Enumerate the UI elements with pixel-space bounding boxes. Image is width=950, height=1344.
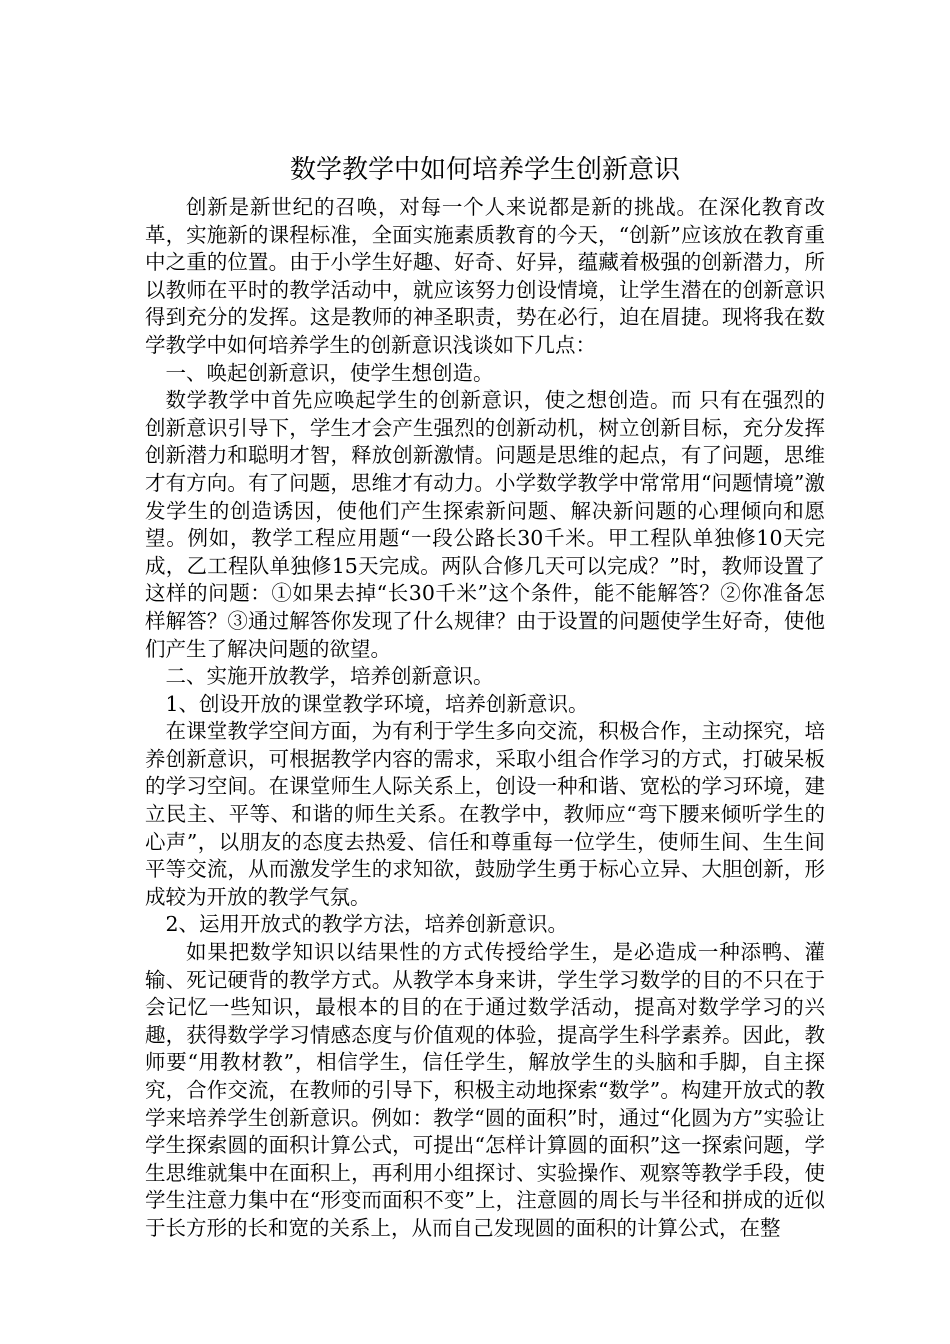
paragraph-intro: 创新是新世纪的召唤，对每一个人来说都是新的挑战。在深化教育改革，实施新的课程标准，全面实施素质教育的今天，“创新”应该放在教育重中之重的位置。由于小学生好趣、好奇、好异，蕴藏着极强的创新潜力，所以教师在平时的教学活动中，就应该努力创设情境，让学生潜在的创新意识得到充分的发挥。这是教师的神圣职责，势在必行，迫在眉捷。现将我在数学教学中如何培养学生的创新意识浅谈如下几点： xyxy=(145,195,825,357)
section-heading-2: 二、实施开放教学，培养创新意识。 xyxy=(165,664,494,689)
section-heading-1: 一、唤起创新意识，使学生想创造。 xyxy=(165,360,494,385)
paragraph-subsection-2-2: 如果把数学知识以结果性的方式传授给学生，是必造成一种添鸭、灌输、死记硬背的教学方式。从教学本身来讲，学生学习数学的目的不只在于会记忆一些知识，最根本的目的在于通过数学活动，提高对数学学习的兴趣，获得数学学习情感态度与价值观的体验，提高学生科学素养。因此，教师要“用教材教”，相信学生，信任学生，解放学生的头脑和手脚，自主探究，合作交流，在教师的引导下，积极主动地探索“数学”。构建开放式的教学来培养学生创新意识。例如：教学“圆的面积”时，通过“化圆为方”实验让学生探索圆的面积计算公式，可提出“怎样计算圆的面积”这一探索问题，学生思维就集中在面积上，再利用小组探讨、实验操作、观察等教学手段，使学生注意力集中在“形变而面积不变”上，注意圆的周长与半径和拼成的近似于长方形的长和宽的关系上，从而自己发现圆的面积的计算公式，在整 xyxy=(145,940,825,1240)
paragraph-section-1: 数学教学中首先应唤起学生的创新意识，使之想创造。而 只有在强烈的创新意识引导下，学生才会产生强烈的创新动机，树立创新目标，充分发挥创新潜力和聪明才智，释放创新激情。问题是思维的起点，有了问题，思维才有方向。有了问题，思维才有动力。小学数学教学中常常用“问题情境”激发学生的创造诱因，使他们产生探索新问题、解决新问题的心理倾向和愿望。例如，教学工程应用题“一段公路长30千米。甲工程队单独修10天完成，乙工程队单独修15天完成。两队合修几天可以完成？”时，教师设置了这样的问题：①如果去掉“长30千米”这个条件，能不能解答？②你准备怎样解答？③通过解答你发现了什么规律？由于设置的问题使学生好奇，使他们产生了解决问题的欲望。 xyxy=(145,388,825,661)
document-page xyxy=(145,150,825,1243)
document-title: 数学教学中如何培养学生创新意识 xyxy=(289,155,680,185)
subsection-heading-2-1: 1、创设开放的课堂教学环境，培养创新意识。 xyxy=(165,691,589,716)
subsection-heading-2-2: 2、运用开放式的教学方法，培养创新意识。 xyxy=(165,912,569,937)
paragraph-subsection-2-1: 在课堂教学空间方面，为有利于学生多向交流，积极合作，主动探究，培养创新意识，可根据教学内容的需求，采取小组合作学习的方式，打破呆板的学习空间。在课堂师生人际关系上，创设一种和谐、宽松的学习环境，建立民主、平等、和谐的师生关系。在教学中，教师应“弯下腰来倾听学生的心声”，以朋友的态度去热爱、信任和尊重每一位学生，使师生间、生生间平等交流，从而激发学生的求知欲，鼓励学生勇于标心立异、大胆创新，形成较为开放的教学气氛。 xyxy=(145,719,825,909)
